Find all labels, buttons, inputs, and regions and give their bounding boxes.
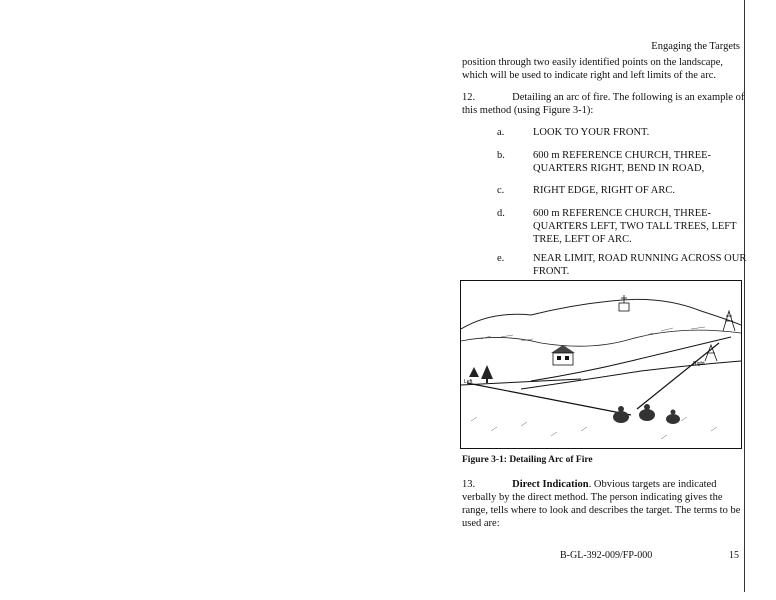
paragraph-13-text: . Obvious targets are indicated verbally by the direct method. The person indicating gives the range, tells where to look and describes the target. The terms to be used are: — [462, 479, 741, 529]
document-code: B-GL-392-009/FP-000 — [560, 550, 653, 561]
tree-icon — [469, 365, 493, 383]
figure-caption: Figure 3-1: Detailing Arc of Fire — [462, 455, 593, 465]
paragraph-12-number: 12. — [462, 92, 476, 103]
list-item-label: a. — [497, 127, 505, 138]
road-near — [461, 379, 581, 385]
right-limit-line — [637, 343, 719, 409]
paragraph-13-number: 13. — [462, 479, 476, 490]
list-item-label: e. — [497, 253, 505, 264]
list-item-text: LOOK TO YOUR FRONT. — [533, 127, 650, 138]
soldier-icon — [613, 404, 680, 424]
pylon-icon — [705, 311, 735, 361]
list-item-text: 600 m REFERENCE CHURCH, THREE-QUARTERS LEFT, TWO TALL TREES, LEFT TREE, LEFT OF ARC. — [533, 208, 737, 245]
figure-label-right: Right — [693, 361, 705, 367]
figure-label-left: Left — [464, 379, 473, 385]
hill-shading — [481, 327, 705, 341]
paragraph-12 — [462, 91, 748, 117]
list-item-text: 600 m REFERENCE CHURCH, THREE-QUARTERS RIGHT, BEND IN ROAD, — [533, 150, 712, 174]
distant-hill-line — [461, 299, 741, 329]
mid-hill-line — [461, 330, 741, 346]
running-header: Engaging the Targets — [651, 41, 740, 52]
paragraph-13 — [462, 478, 748, 530]
church-icon — [619, 295, 629, 311]
paragraph-12-text: Detailing an arc of fire. The following is an example of this method (using Figure 3-1): — [462, 92, 745, 116]
list-item-label: d. — [497, 208, 505, 219]
list-item-text: NEAR LIMIT, ROAD RUNNING ACROSS OUR FRONT. — [533, 253, 747, 277]
house-icon — [551, 345, 575, 365]
foreground-grass — [471, 417, 717, 439]
list-item-text: RIGHT EDGE, RIGHT OF ARC. — [533, 185, 675, 196]
list-item-label: c. — [497, 185, 505, 196]
left-limit-line — [467, 383, 631, 415]
figure-arc-of-fire — [460, 280, 742, 449]
paragraph-13-heading: Direct Indication — [512, 479, 589, 490]
landscape-illustration — [461, 281, 741, 448]
page-number: 15 — [729, 550, 739, 561]
list-item-label: b. — [497, 150, 505, 161]
intro-paragraph: position through two easily identified points on the landscape, which will be used to indicate right and left limits of the arc. — [462, 57, 723, 81]
